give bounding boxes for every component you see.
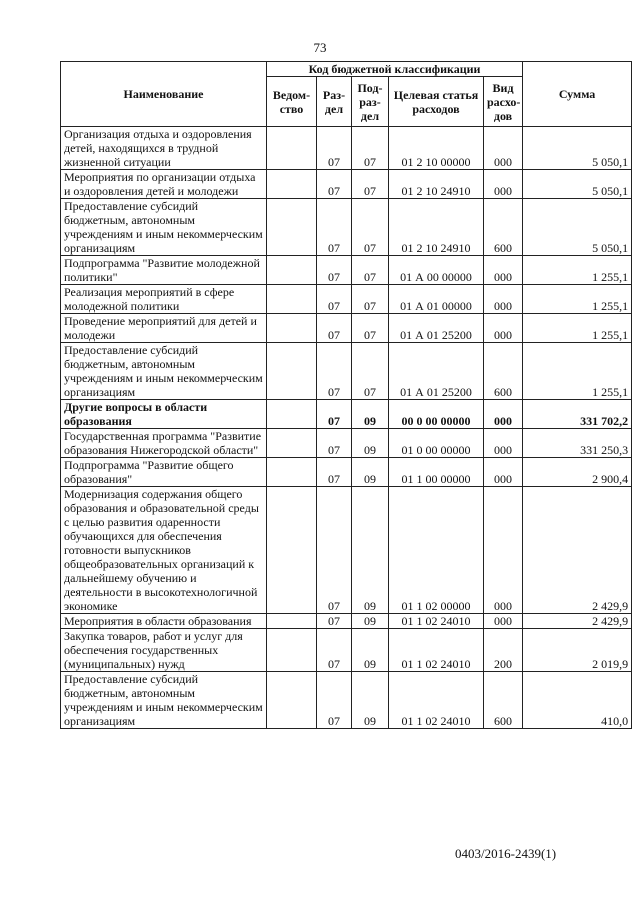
cell-target: 01 А 01 25200 xyxy=(389,343,484,400)
cell-vid: 000 xyxy=(484,256,523,285)
cell-vedomstvo xyxy=(267,629,317,672)
table-row xyxy=(61,343,632,400)
cell-vedomstvo xyxy=(267,672,317,729)
cell-name: Закупка товаров, работ и услуг для обеспечения государственных (муниципальных) нужд xyxy=(61,629,267,672)
cell-target: 01 2 10 00000 xyxy=(389,127,484,170)
cell-vid: 600 xyxy=(484,672,523,729)
cell-podrazdel: 09 xyxy=(352,629,389,672)
cell-vid: 000 xyxy=(484,458,523,487)
cell-name: Реализация мероприятий в сфере молодежной политики xyxy=(61,285,267,314)
cell-vid: 600 xyxy=(484,199,523,256)
header-vedomstvo: Ведом-ство xyxy=(267,77,317,127)
cell-target: 01 А 01 00000 xyxy=(389,285,484,314)
cell-vedomstvo xyxy=(267,256,317,285)
cell-podrazdel: 07 xyxy=(352,343,389,400)
cell-vedomstvo xyxy=(267,170,317,199)
cell-target: 01 1 02 00000 xyxy=(389,487,484,614)
table-row xyxy=(61,199,632,256)
cell-vedomstvo xyxy=(267,199,317,256)
cell-podrazdel: 07 xyxy=(352,314,389,343)
table-row xyxy=(61,458,632,487)
cell-sum: 2 429,9 xyxy=(523,487,632,614)
cell-podrazdel: 07 xyxy=(352,199,389,256)
cell-podrazdel: 07 xyxy=(352,285,389,314)
cell-name: Другие вопросы в области образования xyxy=(61,400,267,429)
cell-target: 01 1 00 00000 xyxy=(389,458,484,487)
cell-vid: 000 xyxy=(484,285,523,314)
footer-code: 0403/2016-2439(1) xyxy=(455,846,557,861)
cell-podrazdel: 09 xyxy=(352,487,389,614)
cell-name: Предоставление субсидий бюджетным, автономным учреждениям и иным некоммерческим организациям xyxy=(61,672,267,729)
cell-razdel: 07 xyxy=(317,429,352,458)
cell-sum: 2 900,4 xyxy=(523,458,632,487)
cell-razdel: 07 xyxy=(317,487,352,614)
cell-podrazdel: 09 xyxy=(352,458,389,487)
cell-razdel: 07 xyxy=(317,343,352,400)
cell-name: Проведение мероприятий для детей и молодежи xyxy=(61,314,267,343)
table-row xyxy=(61,487,632,614)
cell-podrazdel: 09 xyxy=(352,614,389,629)
cell-razdel: 07 xyxy=(317,400,352,429)
cell-name: Предоставление субсидий бюджетным, автономным учреждениям и иным некоммерческим организациям xyxy=(61,199,267,256)
budget-table xyxy=(60,61,632,729)
cell-vedomstvo xyxy=(267,127,317,170)
cell-razdel: 07 xyxy=(317,458,352,487)
table-row xyxy=(61,429,632,458)
cell-sum: 1 255,1 xyxy=(523,314,632,343)
cell-razdel: 07 xyxy=(317,170,352,199)
header-sum: Сумма xyxy=(523,62,632,127)
cell-name: Подпрограмма "Развитие общего образования" xyxy=(61,458,267,487)
cell-vedomstvo xyxy=(267,314,317,343)
cell-vid: 600 xyxy=(484,343,523,400)
table-row xyxy=(61,400,632,429)
cell-podrazdel: 07 xyxy=(352,256,389,285)
table-row xyxy=(61,614,632,629)
header-target: Целевая статья расходов xyxy=(389,77,484,127)
cell-vid: 000 xyxy=(484,614,523,629)
header-podrazdel: Под-раз-дел xyxy=(352,77,389,127)
cell-name: Организация отдыха и оздоровления детей, находящихся в трудной жизненной ситуации xyxy=(61,127,267,170)
cell-podrazdel: 09 xyxy=(352,400,389,429)
cell-vid: 000 xyxy=(484,170,523,199)
cell-sum: 5 050,1 xyxy=(523,199,632,256)
page-number: 73 xyxy=(313,40,327,55)
cell-vedomstvo xyxy=(267,429,317,458)
cell-target: 01 1 02 24010 xyxy=(389,614,484,629)
cell-podrazdel: 07 xyxy=(352,127,389,170)
cell-sum: 5 050,1 xyxy=(523,170,632,199)
cell-target: 01 2 10 24910 xyxy=(389,170,484,199)
table-row xyxy=(61,672,632,729)
cell-target: 01 А 00 00000 xyxy=(389,256,484,285)
cell-podrazdel: 09 xyxy=(352,429,389,458)
cell-name: Предоставление субсидий бюджетным, автономным учреждениям и иным некоммерческим организациям xyxy=(61,343,267,400)
cell-target: 01 1 02 24010 xyxy=(389,629,484,672)
cell-target: 00 0 00 00000 xyxy=(389,400,484,429)
table-row xyxy=(61,256,632,285)
cell-vid: 200 xyxy=(484,629,523,672)
header-name: Наименование xyxy=(61,62,267,127)
table-row xyxy=(61,285,632,314)
cell-podrazdel: 07 xyxy=(352,170,389,199)
cell-name: Государственная программа "Развитие образования Нижегородской области" xyxy=(61,429,267,458)
cell-target: 01 2 10 24910 xyxy=(389,199,484,256)
cell-target: 01 1 02 24010 xyxy=(389,672,484,729)
cell-vid: 000 xyxy=(484,487,523,614)
cell-vedomstvo xyxy=(267,487,317,614)
cell-target: 01 А 01 25200 xyxy=(389,314,484,343)
cell-vid: 000 xyxy=(484,314,523,343)
table-row xyxy=(61,314,632,343)
cell-vedomstvo xyxy=(267,343,317,400)
cell-sum: 2 429,9 xyxy=(523,614,632,629)
cell-sum: 1 255,1 xyxy=(523,285,632,314)
cell-sum: 1 255,1 xyxy=(523,256,632,285)
cell-sum: 410,0 xyxy=(523,672,632,729)
cell-name: Модернизация содержания общего образования и образовательной среды с целью развития одаренности обучающихся для обеспечения готовности выпускников общеобразовательных организаций к дальнейшему обучению и деятельности в высокотехнологичной экономике xyxy=(61,487,267,614)
cell-razdel: 07 xyxy=(317,314,352,343)
header-vid: Вид расхо-дов xyxy=(484,77,523,127)
cell-vid: 000 xyxy=(484,429,523,458)
cell-razdel: 07 xyxy=(317,672,352,729)
cell-vedomstvo xyxy=(267,614,317,629)
cell-sum: 331 250,3 xyxy=(523,429,632,458)
table-row xyxy=(61,629,632,672)
cell-name: Мероприятия по организации отдыха и оздоровления детей и молодежи xyxy=(61,170,267,199)
table-row xyxy=(61,127,632,170)
cell-vedomstvo xyxy=(267,400,317,429)
cell-sum: 5 050,1 xyxy=(523,127,632,170)
cell-sum: 1 255,1 xyxy=(523,343,632,400)
header-razdel: Раз-дел xyxy=(317,77,352,127)
cell-razdel: 07 xyxy=(317,199,352,256)
cell-razdel: 07 xyxy=(317,127,352,170)
cell-name: Подпрограмма "Развитие молодежной политики" xyxy=(61,256,267,285)
cell-vedomstvo xyxy=(267,285,317,314)
cell-sum: 331 702,2 xyxy=(523,400,632,429)
table-row xyxy=(61,170,632,199)
cell-razdel: 07 xyxy=(317,256,352,285)
cell-podrazdel: 09 xyxy=(352,672,389,729)
header-code-group: Код бюджетной классификации xyxy=(267,62,523,77)
cell-razdel: 07 xyxy=(317,629,352,672)
cell-vid: 000 xyxy=(484,400,523,429)
cell-razdel: 07 xyxy=(317,285,352,314)
cell-target: 01 0 00 00000 xyxy=(389,429,484,458)
cell-sum: 2 019,9 xyxy=(523,629,632,672)
cell-name: Мероприятия в области образования xyxy=(61,614,267,629)
cell-vedomstvo xyxy=(267,458,317,487)
cell-vid: 000 xyxy=(484,127,523,170)
cell-razdel: 07 xyxy=(317,614,352,629)
